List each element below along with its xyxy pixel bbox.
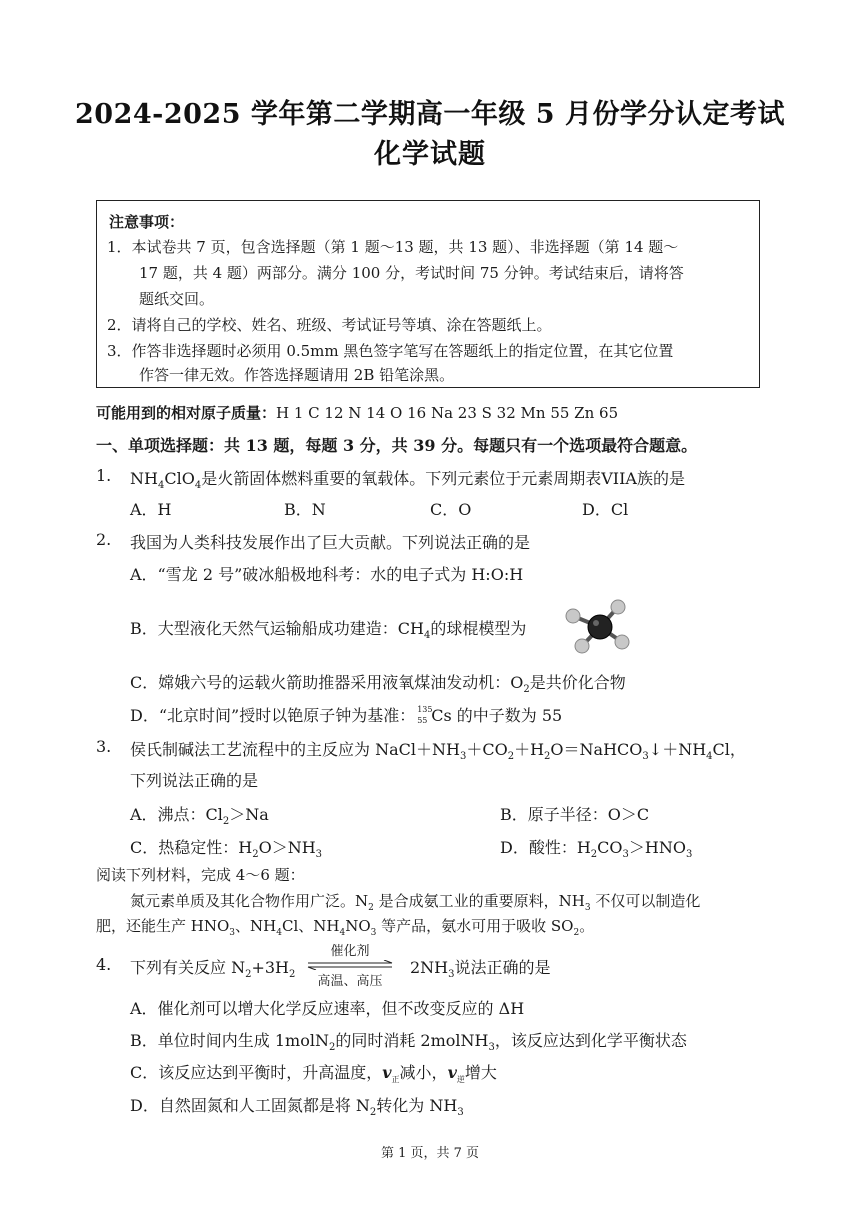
option-b[interactable]: B．N: [284, 500, 326, 519]
question-number: 4.: [96, 955, 112, 974]
page-footer: 第 1 页，共 7 页: [380, 1146, 480, 1161]
notice-line: 3．作答非选择题时必须用 0.5mm 黑色签字笔写在答题纸上的指定位置，在其它位置: [107, 342, 674, 360]
question-4-stem-pre: 下列有关反应 $N_2+3H_2$: [130, 958, 296, 981]
option-a[interactable]: A．“雪龙 2 号”破冰船极地科考：水的电子式为 H:O:H: [130, 565, 524, 584]
option-b[interactable]: B．大型液化天然气运输船成功建造：$CH_4$的球棍模型为: [130, 619, 527, 642]
reversible-arrow: [298, 938, 402, 988]
section-heading: 一、单项选择题：共 13 题，每题 3 分，共 39 分。每题只有一个选项最符合题意。: [96, 436, 698, 455]
notice-line: 作答一律无效。作答选择题请用 2B 铅笔涂黑。: [139, 366, 455, 384]
notice-line: 1．本试卷共 7 页，包含选择题（第 1 题～13 题，共 13 题）、非选择题（第 14 题～: [107, 238, 679, 256]
option-a[interactable]: A．H: [130, 500, 172, 519]
reading-material-line: 肥，还能生产 $HNO_3$、$NH_4Cl$、$NH_4NO_3$ 等产品，氨水可用于吸收 $SO_2$。: [96, 917, 595, 938]
atomic-masses-label: 可能用到的相对原子质量：: [96, 404, 277, 422]
option-c[interactable]: C．O: [430, 500, 472, 519]
option-c[interactable]: C．热稳定性：$H_2O>NH_3$: [130, 838, 323, 861]
question-3-stem: 侯氏制碱法工艺流程中的主反应为 $NaCl+NH_3+CO_2+H_2O=NaHCO_3↓+NH_4Cl$，: [130, 740, 746, 763]
notice-box: [96, 200, 760, 388]
question-number: 3.: [96, 737, 112, 756]
question-3-stem-cont: 下列说法正确的是: [130, 771, 259, 790]
notice-line: 2．请将自己的学校、姓名、班级、考试证号等填、涂在答题纸上。: [107, 316, 552, 334]
option-b[interactable]: B．原子半径：O＞C: [500, 805, 650, 824]
question-number: 1.: [96, 466, 112, 485]
option-d[interactable]: D．“北京时间”授时以铯原子钟为基准： 135 55 Cs 的中子数为 55: [130, 704, 563, 725]
equilibrium-arrow-icon: [306, 960, 394, 970]
option-d[interactable]: D．酸性：$H_2CO_3>HNO_3$: [500, 838, 693, 861]
notice-line: 17 题，共 4 题）两部分。满分 100 分，考试时间 75 分钟。考试结束后，请将答: [139, 264, 684, 282]
option-d[interactable]: D．自然固氮和人工固氮都是将 $N_2$转化为 $NH_3$: [130, 1096, 464, 1119]
reading-material-line: 氮元素单质及其化合物作用广泛。$N_2$ 是合成氨工业的重要原料，$NH_3$ 不仅可以制造化: [130, 892, 701, 913]
cs-isotope-notation: 135 55: [417, 704, 433, 725]
notice-line: 题纸交回。: [139, 290, 215, 308]
question-number: 2.: [96, 530, 112, 549]
question-4-stem-post: $2NH_3$说法正确的是: [410, 958, 551, 981]
atomic-masses-values: H 1 C 12 N 14 O 16 Na 23 S 32 Mn 55 Zn 65: [276, 404, 619, 422]
exam-title: 2024-2025 学年第二学期高一年级 5 月份学分认定考试: [75, 99, 785, 130]
question-2-stem: 我国为人类科技发展作出了巨大贡献。下列说法正确的是: [130, 533, 531, 552]
atomic-masses: [96, 402, 618, 423]
notice-heading: 注意事项：: [109, 213, 185, 231]
ch4-ball-and-stick-icon: [560, 596, 640, 656]
option-a[interactable]: A．沸点：$Cl_2>Na$: [130, 805, 269, 828]
arrow-catalyst-label: 催化剂: [330, 944, 370, 959]
question-1-stem: $NH_4ClO_4$是火箭固体燃料重要的氧载体。下列元素位于元素周期表VIIA族的是: [130, 469, 685, 492]
exam-subject-title: 化学试题: [374, 139, 486, 170]
arrow-conditions-label: 高温、高压: [317, 974, 383, 989]
option-c[interactable]: C．该反应达到平衡时，升高温度，$v_正$减小，$v_逆$增大: [130, 1063, 497, 1085]
reading-intro: 阅读下列材料，完成 4～6 题：: [96, 866, 305, 884]
option-c[interactable]: C．嫦娥六号的运载火箭助推器采用液氧煤油发动机：$O_2$是共价化合物: [130, 673, 626, 696]
option-d[interactable]: D．Cl: [582, 500, 629, 519]
option-a[interactable]: A．催化剂可以增大化学反应速率，但不改变反应的 ΔH: [130, 999, 525, 1018]
option-b[interactable]: B．单位时间内生成 1molN$_2$的同时消耗 2molNH$_3$，该反应达到化学平衡状态: [130, 1031, 687, 1054]
